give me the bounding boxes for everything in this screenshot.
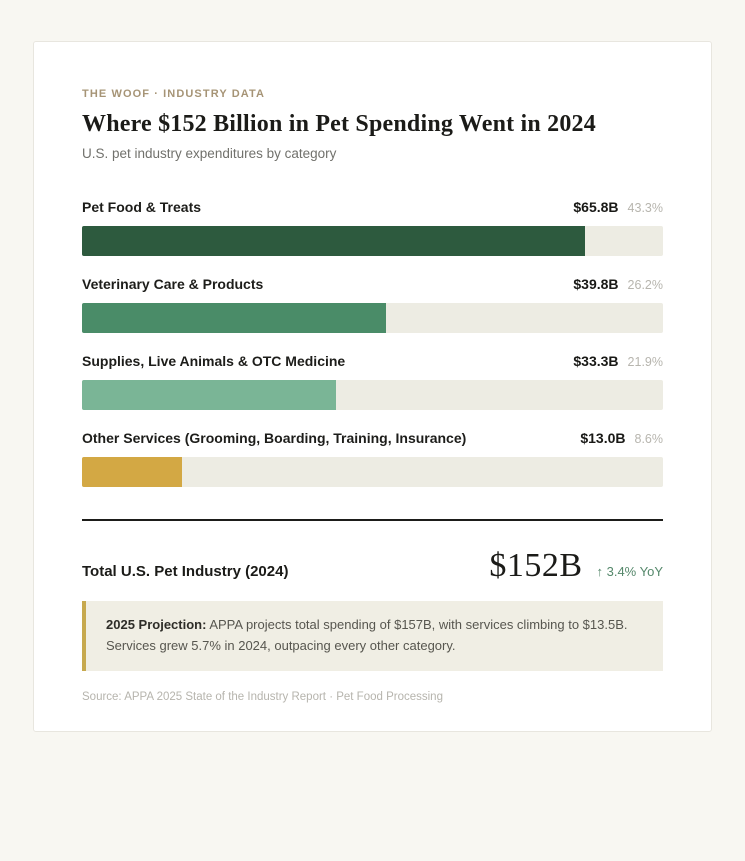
chart-row [82, 276, 663, 333]
infographic-card [33, 41, 712, 732]
value-group [573, 353, 663, 371]
category-label: Veterinary Care & Products [82, 276, 264, 292]
yoy-change: ↑ 3.4% YoY [596, 564, 663, 579]
chart-row-header [82, 199, 663, 217]
page-title: Where $152 Billion in Pet Spending Went in 2024 [82, 111, 596, 137]
percent-label: 26.2% [627, 278, 663, 292]
chart-row [82, 199, 663, 256]
chart-row [82, 353, 663, 410]
bar-fill [82, 457, 182, 487]
percent-label: 21.9% [627, 355, 663, 369]
category-label: Pet Food & Treats [82, 199, 202, 215]
category-label: Supplies, Live Animals & OTC Medicine [82, 353, 346, 369]
value-label: $13.0B [580, 430, 626, 446]
divider [82, 519, 663, 521]
projection-callout [82, 601, 663, 671]
eyebrow: THE WOOF · INDUSTRY DATA [82, 88, 266, 100]
bar-track [82, 457, 663, 487]
bar-track [82, 226, 663, 256]
total-label: Total U.S. Pet Industry (2024) [82, 563, 289, 580]
bar-fill [82, 303, 386, 333]
chart-row-header [82, 276, 663, 294]
bar-fill [82, 226, 585, 256]
chart-row-header [82, 430, 663, 448]
chart-row [82, 430, 663, 487]
source-line: Source: APPA 2025 State of the Industry Report · Pet Food Processing [82, 691, 443, 704]
total-value: $152B [489, 547, 583, 584]
value-group [580, 430, 663, 448]
callout-lead: 2025 Projection: [106, 617, 207, 632]
bar-chart [82, 199, 663, 487]
page-subtitle: U.S. pet industry expenditures by category [82, 146, 337, 161]
percent-label: 43.3% [627, 201, 663, 215]
value-label: $65.8B [573, 199, 619, 215]
value-label: $33.3B [573, 353, 619, 369]
value-group [573, 199, 663, 217]
total-value-group [489, 547, 663, 585]
callout-text: APPA projects total spending of $157B, with services climbing to $13.5B. Services grew 5.7% in 2024, outpacing every other category. [106, 617, 628, 653]
bar-fill [82, 380, 336, 410]
chart-row-header [82, 353, 663, 371]
percent-label: 8.6% [634, 432, 663, 446]
value-group [573, 276, 663, 294]
bar-track [82, 303, 663, 333]
total-row [82, 547, 663, 585]
category-label: Other Services (Grooming, Boarding, Training, Insurance) [82, 430, 467, 446]
bar-track [82, 380, 663, 410]
value-label: $39.8B [573, 276, 619, 292]
